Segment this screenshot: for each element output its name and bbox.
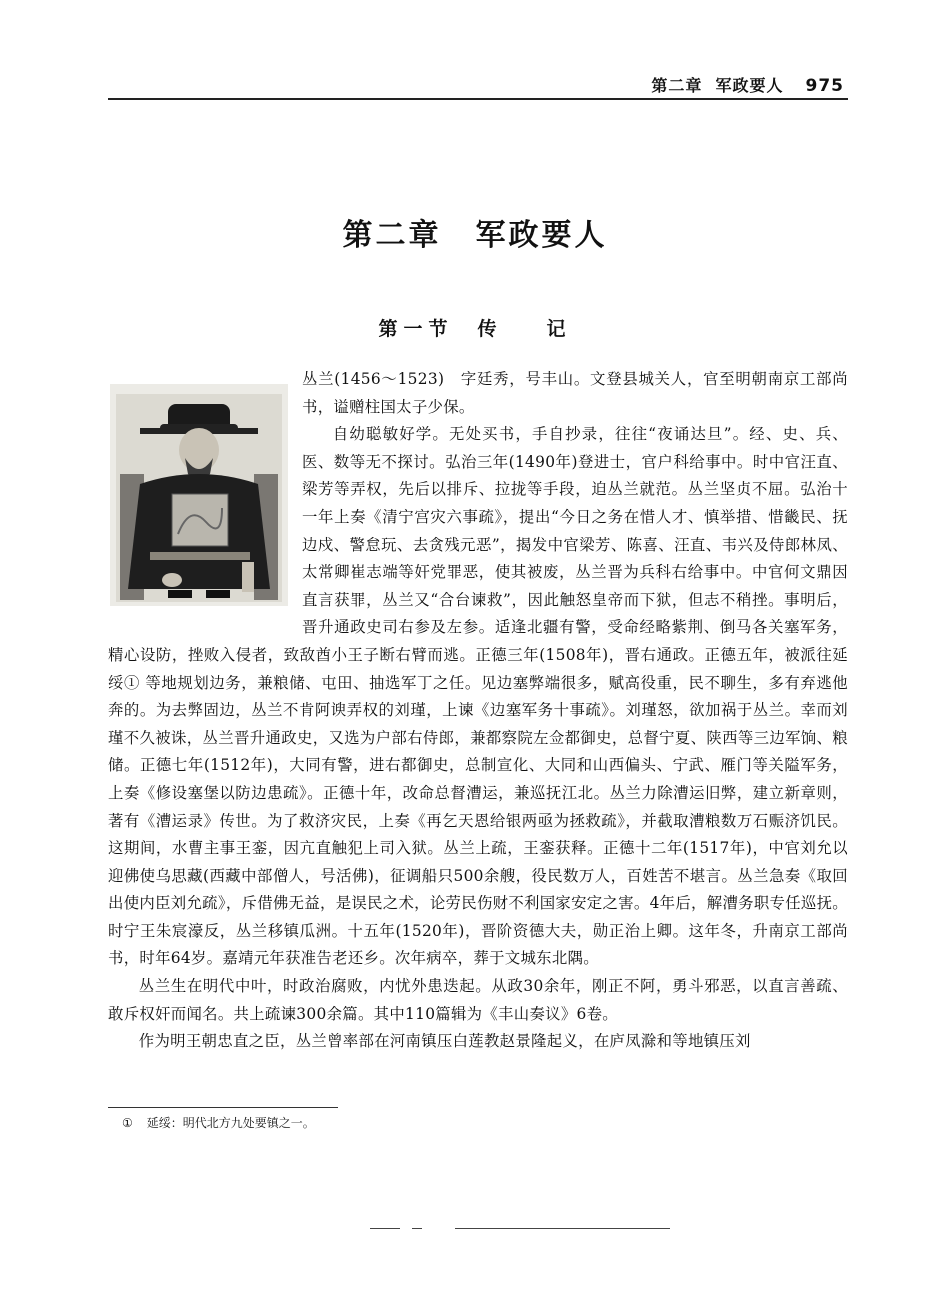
section-title-char-5: 记	[546, 318, 572, 340]
scan-mark	[455, 1228, 670, 1229]
chapter-title-name: 军政要人	[475, 218, 608, 253]
running-header	[651, 73, 844, 96]
scan-mark	[412, 1228, 422, 1229]
section-title-char-4: 传	[477, 318, 503, 340]
page-number: 975	[805, 76, 844, 96]
paragraph-intro: 丛兰(1456～1523) 字廷秀，号丰山。文登县城关人，官至明朝南京工部尚书，谥赠柱国太子少保。	[302, 370, 848, 416]
section-title	[0, 314, 950, 341]
running-header-chapter: 第二章 军政要人	[651, 76, 784, 95]
section-title-char-1: 第	[378, 318, 404, 340]
paragraph-summary: 丛兰生在明代中叶，时政治腐败，内忧外患迭起。从政30余年，刚正不阿，勇斗邪恶，以直言善疏、敢斥权奸而闻名。共上疏谏300余篇。其中110篇辑为《丰山奏议》6卷。	[108, 977, 848, 1023]
paragraph-continued: 作为明王朝忠直之臣，丛兰曾率部在河南镇压白莲教赵景隆起义，在庐凤滁和等地镇压刘	[138, 1032, 751, 1051]
header-rule	[108, 98, 848, 100]
footnote-text: 延绥：明代北方九处要镇之一。	[146, 1116, 315, 1130]
footnote-rule	[108, 1107, 338, 1108]
chapter-title-number: 第二章	[342, 218, 442, 253]
footnote-marker: ①	[122, 1116, 133, 1130]
biography-text	[108, 366, 848, 1056]
footnote	[122, 1114, 315, 1131]
section-title-char-3: 节	[428, 318, 454, 340]
scan-mark	[370, 1228, 400, 1229]
chapter-title	[0, 210, 950, 254]
section-title-char-2: 一	[403, 318, 429, 340]
paragraph-career: 自幼聪敏好学。无处买书，手自抄录，往往“夜诵达旦”。经、史、兵、医、数等无不探讨。弘治三年(1490年)登进士，官户科给事中。时中官汪直、梁芳等弄权，先后以排斥、拉拢等手段，迫丛兰就范。丛兰坚贞不屈。弘治十一年上奏《清宁宫灾六事疏》，提出“今日之务在惜人才、慎举措、惜畿民、抚边戍、警怠玩、去贪残元恶”，揭发中官梁芳、陈喜、汪直、韦兴及侍郎林凤、太常卿崔志端等奸党罪恶，使其被废，丛兰晋为兵科右给事中。中官何文鼎因直言获罪，丛兰又“合台谏救”，因此触怒皇帝而下狱，但志不稍挫。事明后，晋升通政史司右参及左参。适逢北疆有警，受命经略紫荆、倒马各关塞军务，精心设防，挫败入侵者，致敌酋小王子断右臂而逃。正德三年(1508年)，晋右通政。正德五年，被派往延绥① 等地规划边务，兼粮储、屯田、抽选军丁之任。见边塞弊端很多，赋高役重，民不聊生，多有弃逃他奔的。为去弊固边，丛兰不肯阿谀弄权的刘瑾，上谏《边塞军务十事疏》。刘瑾怒，欲加祸于丛兰。幸而刘瑾不久被诛，丛兰晋升通政史，又选为户部右侍郎，兼都察院左佥都御史，总督宁夏、陕西等三边军饷、粮储。正德七年(1512年)，大同有警，进右都御史，总制宣化、大同和山西偏头、宁武、雁门等关隘军务，上奏《修设塞堡以防边患疏》。正德十年，改命总督漕运，兼巡抚江北。丛兰力除漕运旧弊，建立新章则，著有《漕运录》传世。为了救济灾民，上奏《再乞天恩给银两亟为拯救疏》，并截取漕粮数万石赈济饥民。这期间，水曹主事王銮，因亢直触犯上司入狱。丛兰上疏，王銮获释。正德十二年(1517年)，中官刘允以迎佛使乌思藏(西藏中部僧人，号活佛)，征调船只500余艘，役民数万人，百姓苦不堪言。丛兰急奏《取回出使内臣刘允疏》，斥借佛无益，是误民之术，论劳民伤财不利国家安定之害。4年后，解漕务职专任巡抚。时宁王朱宸濠反，丛兰移镇瓜洲。十五年(1520年)，晋阶资德大夫，勋正治上卿。这年冬，升南京工部尚书，时年64岁。嘉靖元年获准告老还乡。次年病卒，葬于文城东北隅。	[108, 425, 848, 968]
